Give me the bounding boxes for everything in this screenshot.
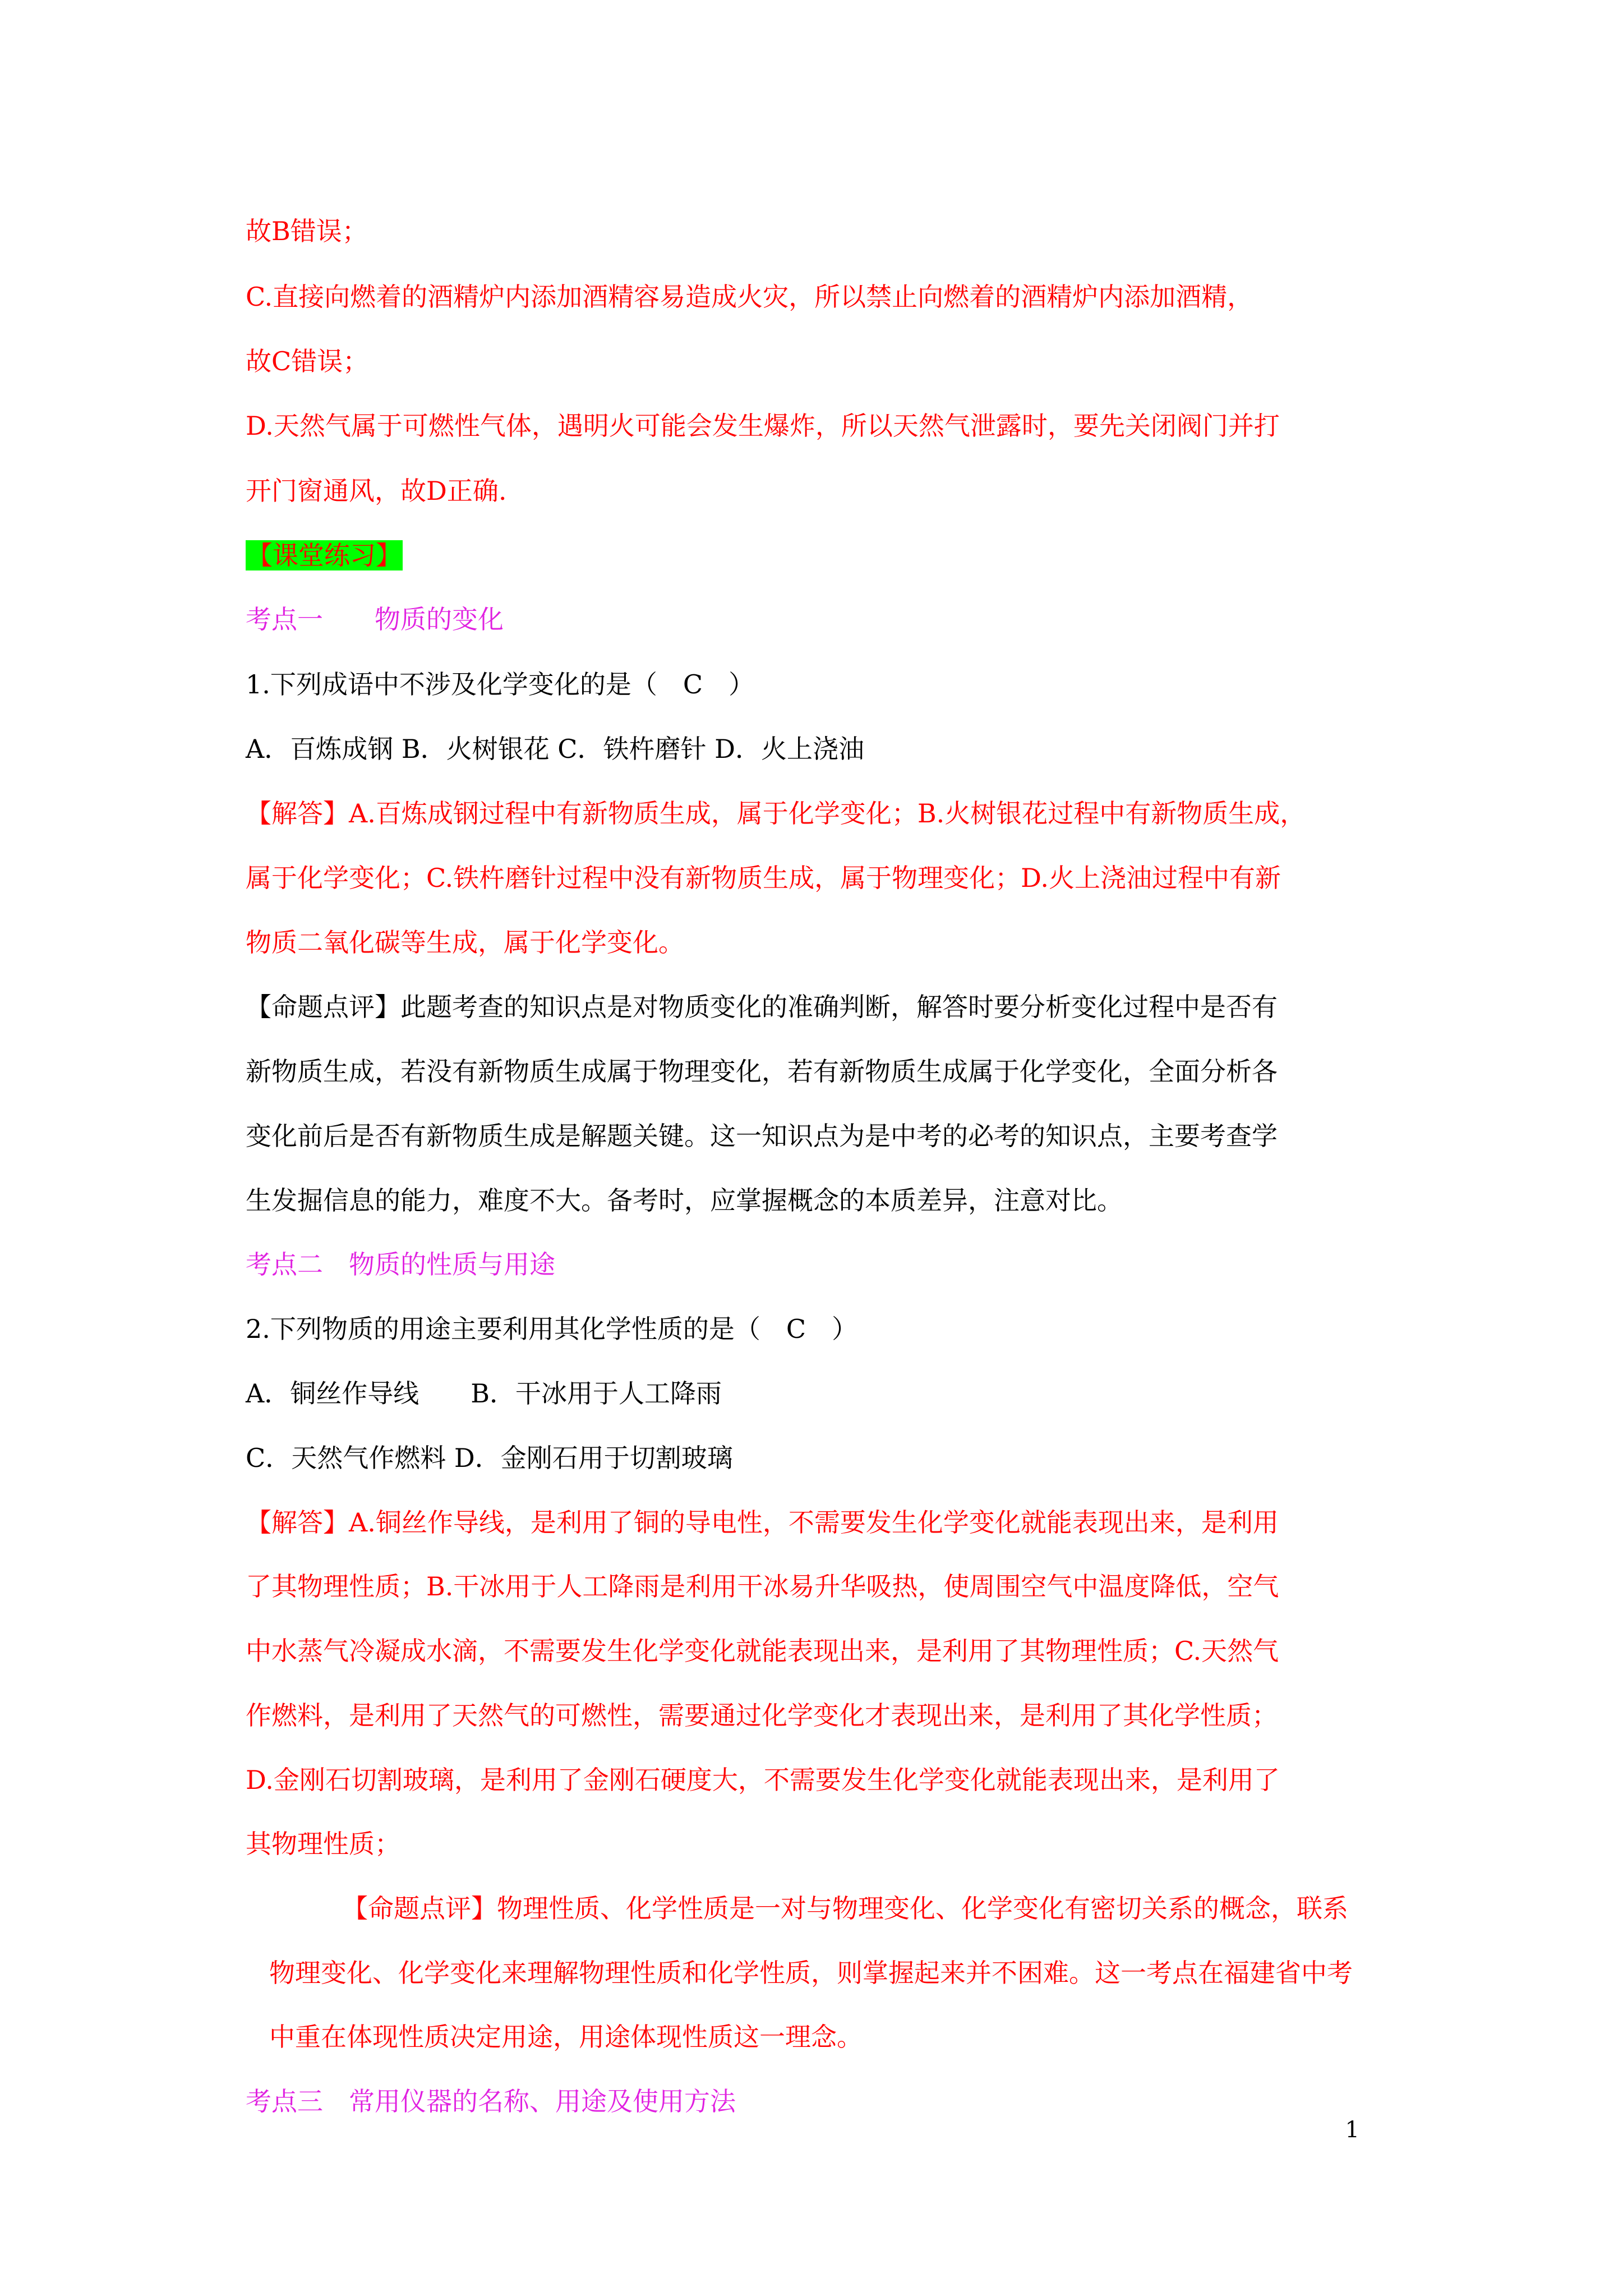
text-line: C.直接向燃着的酒精炉内添加酒精容易造成火灾，所以禁止向燃着的酒精炉内添加酒精， — [246, 282, 1253, 312]
answer-line: D.金刚石切割玻璃，是利用了金刚石硬度大，不需要发生化学变化就能表现出来，是利用了 — [246, 1765, 1280, 1795]
comment-line: 【命题点评】物理性质、化学性质是一对与物理变化、化学变化有密切关系的概念，联系 — [342, 1893, 1348, 1924]
exam-point-heading: 考点三 常用仪器的名称、用途及使用方法 — [246, 2086, 736, 2116]
section-heading-highlight — [246, 537, 403, 573]
exam-point-heading: 考点二 物质的性质与用途 — [246, 1249, 555, 1280]
comment-line: 【命题点评】此题考查的知识点是对物质变化的准确判断，解答时要分析变化过程中是否有 — [246, 992, 1278, 1022]
exam-point-heading: 考点一 物质的变化 — [246, 604, 504, 634]
highlight-label: 【课堂练习】 — [247, 540, 402, 570]
answer-line: 物质二氧化碳等生成，属于化学变化。 — [246, 927, 684, 958]
comment-line: 中重在体现性质决定用途，用途体现性质这一理念。 — [269, 2022, 863, 2052]
comment-line: 生发掘信息的能力，难度不大。备考时，应掌握概念的本质差异，注意对比。 — [246, 1185, 1123, 1216]
text-line: 故B错误； — [246, 216, 368, 246]
comment-line: 变化前后是否有新物质生成是解题关键。这一知识点为是中考的必考的知识点，主要考查学 — [246, 1121, 1278, 1151]
comment-line: 物理变化、化学变化来理解物理性质和化学性质，则掌握起来并不困难。这一考点在福建省中考 — [269, 1958, 1353, 1988]
answer-line: 属于化学变化；C.铁杵磨针过程中没有新物质生成，属于物理变化；D.火上浇油过程中有新 — [246, 863, 1281, 893]
comment-line: 新物质生成，若没有新物质生成属于物理变化，若有新物质生成属于化学变化，全面分析各 — [246, 1056, 1278, 1087]
question: 1.下列成语中不涉及化学变化的是（ C ） — [246, 669, 755, 700]
question: 2.下列物质的用途主要利用其化学性质的是（ C ） — [246, 1314, 858, 1344]
answer-line: 其物理性质； — [246, 1829, 400, 1859]
answer-line: 了其物理性质；B.干冰用于人工降雨是利用干冰易升华吸热，使周围空气中温度降低，空气 — [246, 1571, 1279, 1602]
answer-line: 【解答】A.铜丝作导线，是利用了铜的导电性，不需要发生化学变化就能表现出来，是利用 — [246, 1507, 1279, 1538]
page-number: 1 — [1345, 2117, 1359, 2143]
answer-line: 中水蒸气冷凝成水滴，不需要发生化学变化就能表现出来，是利用了其物理性质；C.天然气 — [246, 1636, 1279, 1666]
options: A．铜丝作导线 B．干冰用于人工降雨 — [246, 1378, 722, 1409]
text-line: 故C错误； — [246, 346, 369, 376]
options: C．天然气作燃料 D．金刚石用于切割玻璃 — [246, 1443, 733, 1473]
answer-line: 【解答】A.百炼成钢过程中有新物质生成，属于化学变化；B.火树银花过程中有新物质生成， — [246, 798, 1306, 829]
answer-line: 作燃料，是利用了天然气的可燃性，需要通过化学变化才表现出来，是利用了其化学性质； — [246, 1700, 1278, 1731]
options: A．百炼成钢 B．火树银花 C．铁杵磨针 D．火上浇油 — [246, 734, 864, 764]
text-line: 开门窗通风，故D正确. — [246, 476, 507, 506]
text-line: D.天然气属于可燃性气体，遇明火可能会发生爆炸，所以天然气泄露时，要先关闭阀门并打 — [246, 411, 1280, 441]
